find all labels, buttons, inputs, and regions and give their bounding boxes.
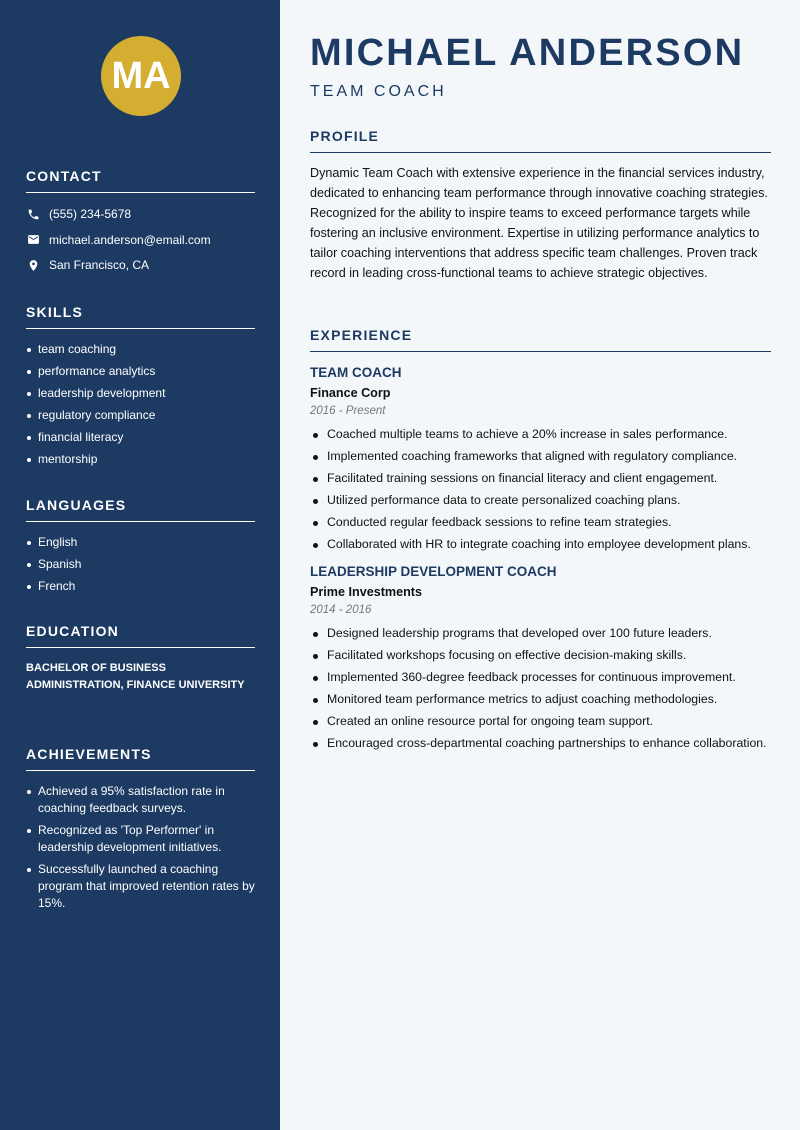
list-item: Spanish [26, 556, 255, 573]
experience-heading: EXPERIENCE [310, 327, 771, 352]
job-bullets [310, 426, 771, 554]
achievements-list [26, 783, 255, 912]
list-item: Created an online resource portal for ongoing team support. [310, 713, 771, 731]
languages-section [26, 497, 255, 600]
contact-email [26, 231, 255, 249]
achievements-heading: ACHIEVEMENTS [26, 746, 255, 771]
languages-heading: LANGUAGES [26, 497, 255, 522]
list-item: Achieved a 95% satisfaction rate in coaching feedback surveys. [26, 783, 255, 817]
email-icon [26, 233, 40, 247]
contact-location [26, 256, 255, 274]
job-title: LEADERSHIP DEVELOPMENT COACH [310, 563, 557, 579]
list-item: Utilized performance data to create personalized coaching plans. [310, 492, 771, 510]
job-entry [310, 564, 771, 753]
list-item: Designed leadership programs that developed over 100 future leaders. [310, 625, 771, 643]
list-item: regulatory compliance [26, 407, 255, 424]
skills-list [26, 341, 255, 468]
profile-heading: PROFILE [310, 128, 771, 153]
list-item: performance analytics [26, 363, 255, 380]
skills-heading: SKILLS [26, 304, 255, 329]
list-item: French [26, 578, 255, 595]
email-text: michael.anderson@email.com [49, 232, 211, 247]
job-company: Prime Investments [310, 584, 422, 599]
education-heading: EDUCATION [26, 623, 255, 648]
list-item: leadership development [26, 385, 255, 402]
job-title: TEAM COACH [310, 365, 402, 380]
list-item: Encouraged cross-departmental coaching partnerships to enhance collaboration. [310, 735, 771, 753]
avatar: MA [101, 36, 181, 116]
list-item: Recognized as 'Top Performer' in leadership development initiatives. [26, 822, 255, 856]
phone-text: (555) 234-5678 [49, 207, 132, 221]
sidebar [0, 0, 280, 1130]
profile-section [310, 128, 771, 283]
list-item: Implemented coaching frameworks that aligned with regulatory compliance. [310, 448, 771, 466]
list-item: Monitored team performance metrics to adjust coaching methodologies. [310, 691, 771, 709]
job-dates: 2016 - Present [310, 405, 386, 417]
list-item: team coaching [26, 341, 255, 358]
job-entry [310, 365, 771, 554]
list-item: Successfully launched a coaching program that improved retention rates by 15%. [26, 861, 255, 912]
languages-list [26, 534, 255, 595]
list-item: English [26, 534, 255, 551]
job-dates: 2014 - 2016 [310, 603, 372, 616]
job-bullets [310, 625, 771, 753]
list-item: Implemented 360-degree feedback processes for continuous improvement. [310, 669, 771, 687]
contact-heading: CONTACT [26, 168, 255, 193]
list-item: mentorship [26, 451, 255, 468]
list-item: financial literacy [26, 429, 255, 446]
list-item: Conducted regular feedback sessions to refine team strategies. [310, 514, 771, 532]
skills-section [26, 304, 255, 473]
list-item: Coached multiple teams to achieve a 20% increase in sales performance. [310, 426, 771, 444]
location-pin-icon [26, 258, 40, 272]
education-degree: BACHELOR OF BUSINESS ADMINISTRATION, FINANCE UNIVERSITY [26, 662, 245, 691]
phone-icon [26, 207, 40, 221]
list-item: Facilitated training sessions on financial literacy and client engagement. [310, 470, 771, 488]
location-text: San Francisco, CA [49, 258, 150, 273]
job-company: Finance Corp [310, 386, 391, 400]
education-section [26, 623, 255, 694]
contact-section [26, 168, 255, 282]
candidate-role: TEAM COACH [310, 83, 447, 100]
list-item: Collaborated with HR to integrate coaching into employee development plans. [310, 536, 771, 554]
contact-phone [26, 205, 255, 223]
achievements-section [26, 746, 255, 917]
profile-text: Dynamic Team Coach with extensive experience in the financial services industry, dedicated to enhancing team performance through innovative coaching strategies. Recognized for the ability to inspire teams to exceed performance targets while fostering an inclusive environment. Expertise in utilizing performance analytics to tailor coaching interventions that address specific team challenges. Proven track record in leading cross-functional teams to achieve strategic objectives. [310, 166, 768, 280]
list-item: Facilitated workshops focusing on effective decision-making skills. [310, 647, 771, 665]
experience-section [310, 327, 771, 758]
candidate-name: MICHAEL ANDERSON [310, 32, 745, 74]
